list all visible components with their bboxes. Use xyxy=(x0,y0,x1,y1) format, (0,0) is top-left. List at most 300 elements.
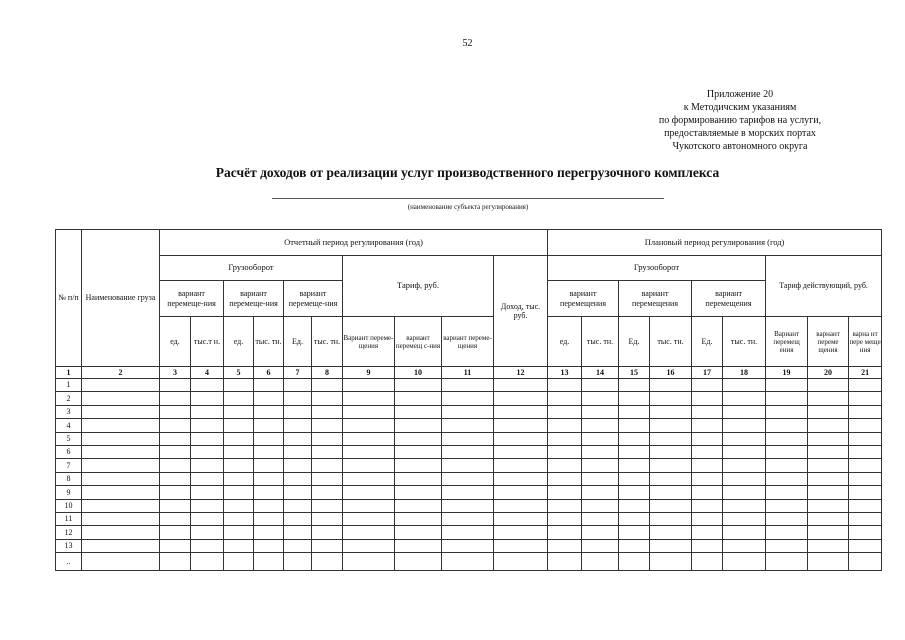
table-cell xyxy=(619,432,650,445)
header-planned-variant: вариант перемещения xyxy=(548,281,619,317)
table-cell xyxy=(692,539,723,552)
table-cell xyxy=(160,445,191,458)
table-cell xyxy=(312,432,343,445)
table-cell xyxy=(692,472,723,485)
table-cell xyxy=(442,499,494,512)
table-cell xyxy=(160,459,191,472)
row-number: 4 xyxy=(56,419,82,432)
table-cell xyxy=(82,459,160,472)
table-cell xyxy=(692,445,723,458)
table-cell xyxy=(82,379,160,392)
table-cell xyxy=(582,539,619,552)
table-cell xyxy=(395,539,442,552)
table-cell xyxy=(224,379,254,392)
table-cell xyxy=(284,486,312,499)
table-cell xyxy=(284,539,312,552)
table-cell xyxy=(395,459,442,472)
column-number: 20 xyxy=(808,367,849,379)
row-number: 11 xyxy=(56,512,82,525)
table-cell xyxy=(284,405,312,418)
table-cell xyxy=(284,472,312,485)
table-body xyxy=(56,379,882,571)
column-number: 19 xyxy=(766,367,808,379)
header-unit: тыс. тн. xyxy=(723,317,766,367)
table-cell xyxy=(494,553,548,571)
column-number: 7 xyxy=(284,367,312,379)
table-cell xyxy=(191,472,224,485)
table-cell xyxy=(395,472,442,485)
table-cell xyxy=(343,512,395,525)
income-table xyxy=(55,229,882,571)
table-cell xyxy=(395,553,442,571)
table-cell xyxy=(808,512,849,525)
table-cell xyxy=(808,486,849,499)
table-cell xyxy=(312,512,343,525)
table-row xyxy=(56,445,882,458)
table-cell xyxy=(619,512,650,525)
table-row xyxy=(56,432,882,445)
signature-caption: (наименование субъекта регулирования) xyxy=(407,203,529,211)
table-cell xyxy=(395,526,442,539)
table-cell xyxy=(548,405,582,418)
table-cell xyxy=(692,553,723,571)
table-cell xyxy=(343,499,395,512)
table-cell xyxy=(619,499,650,512)
table-cell xyxy=(343,379,395,392)
column-number: 1 xyxy=(56,367,82,379)
table-cell xyxy=(312,419,343,432)
table-cell xyxy=(619,419,650,432)
table-cell xyxy=(808,472,849,485)
table-cell xyxy=(723,445,766,458)
table-cell xyxy=(442,512,494,525)
table-cell xyxy=(343,526,395,539)
table-cell xyxy=(284,379,312,392)
table-cell xyxy=(224,472,254,485)
table-cell xyxy=(82,512,160,525)
table-cell xyxy=(650,419,692,432)
table-row xyxy=(56,539,882,552)
table-cell xyxy=(619,459,650,472)
table-cell xyxy=(312,526,343,539)
table-cell xyxy=(224,539,254,552)
column-number: 13 xyxy=(548,367,582,379)
table-cell xyxy=(160,419,191,432)
header-income: Доход, тыс. руб. xyxy=(494,256,548,367)
table-cell xyxy=(494,526,548,539)
table-cell xyxy=(312,486,343,499)
table-cell xyxy=(650,512,692,525)
column-number: 12 xyxy=(494,367,548,379)
table-cell xyxy=(692,499,723,512)
table-cell xyxy=(343,553,395,571)
table-cell xyxy=(548,432,582,445)
table-cell xyxy=(650,499,692,512)
table-cell xyxy=(284,512,312,525)
table-cell xyxy=(254,472,284,485)
table-cell xyxy=(582,512,619,525)
row-number: 5 xyxy=(56,432,82,445)
header-planned-period: Плановый период регулирования (год) xyxy=(548,230,882,256)
table-cell xyxy=(160,526,191,539)
table-cell xyxy=(494,539,548,552)
row-number: 2 xyxy=(56,392,82,405)
table-cell xyxy=(343,486,395,499)
table-cell xyxy=(395,432,442,445)
table-cell xyxy=(395,512,442,525)
header-unit: тыс. тн. xyxy=(582,317,619,367)
table-cell xyxy=(548,445,582,458)
signature-line xyxy=(272,198,664,199)
table-cell xyxy=(254,432,284,445)
table-cell xyxy=(442,445,494,458)
table-cell xyxy=(849,419,882,432)
table-cell xyxy=(582,526,619,539)
table-cell xyxy=(808,553,849,571)
appendix-line: к Методичским указаниям xyxy=(683,102,797,113)
table-row xyxy=(56,379,882,392)
table-cell xyxy=(548,459,582,472)
table-row xyxy=(56,392,882,405)
table-cell xyxy=(808,405,849,418)
table-cell xyxy=(723,539,766,552)
table-cell xyxy=(224,526,254,539)
table-cell xyxy=(82,526,160,539)
table-cell xyxy=(160,499,191,512)
table-cell xyxy=(766,392,808,405)
row-number: 8 xyxy=(56,472,82,485)
table-row xyxy=(56,472,882,485)
table-cell xyxy=(808,419,849,432)
table-cell xyxy=(766,459,808,472)
table-cell xyxy=(82,405,160,418)
table-cell xyxy=(191,432,224,445)
table-cell xyxy=(82,539,160,552)
table-cell xyxy=(619,486,650,499)
table-cell xyxy=(849,392,882,405)
table-cell xyxy=(650,459,692,472)
table-cell xyxy=(548,379,582,392)
table-cell xyxy=(82,499,160,512)
table-cell xyxy=(312,539,343,552)
table-cell xyxy=(548,499,582,512)
table-cell xyxy=(284,419,312,432)
table-cell xyxy=(224,392,254,405)
table-cell xyxy=(82,432,160,445)
table-cell xyxy=(494,472,548,485)
table-cell xyxy=(224,445,254,458)
column-number: 5 xyxy=(224,367,254,379)
column-number: 11 xyxy=(442,367,494,379)
table-row xyxy=(56,419,882,432)
table-cell xyxy=(849,405,882,418)
table-row xyxy=(56,553,882,571)
table-cell xyxy=(284,445,312,458)
header-unit: тыс. тн. xyxy=(312,317,343,367)
table-cell xyxy=(191,405,224,418)
table-cell xyxy=(160,539,191,552)
table-cell xyxy=(582,553,619,571)
table-cell xyxy=(312,553,343,571)
table-cell xyxy=(582,459,619,472)
table-cell xyxy=(494,486,548,499)
table-cell xyxy=(582,419,619,432)
table-cell xyxy=(284,392,312,405)
table-cell xyxy=(849,445,882,458)
table-cell xyxy=(650,432,692,445)
header-unit: Ед. xyxy=(284,317,312,367)
table-cell xyxy=(723,405,766,418)
header-unit: тыс.т н. xyxy=(191,317,224,367)
row-number: 12 xyxy=(56,526,82,539)
table-row xyxy=(56,526,882,539)
table-cell xyxy=(442,472,494,485)
table-cell xyxy=(191,379,224,392)
table-cell xyxy=(191,539,224,552)
table-cell xyxy=(191,445,224,458)
table-cell xyxy=(766,432,808,445)
table-cell xyxy=(766,512,808,525)
table-cell xyxy=(224,512,254,525)
table-cell xyxy=(254,392,284,405)
table-cell xyxy=(582,486,619,499)
table-cell xyxy=(619,405,650,418)
header-reporting-period: Отчетный период регулирования (год) xyxy=(160,230,548,256)
header-tariff-variant: Вариант переме-щения xyxy=(343,317,395,367)
table-cell xyxy=(254,379,284,392)
header-tariff-variant: варна нт пере меще ния xyxy=(849,317,882,367)
table-cell xyxy=(82,472,160,485)
table-cell xyxy=(619,445,650,458)
table-cell xyxy=(254,459,284,472)
table-cell xyxy=(766,526,808,539)
table-cell xyxy=(224,432,254,445)
header-reporting-variant: вариант перемеще-ния xyxy=(160,281,224,317)
table-cell xyxy=(808,499,849,512)
table-cell xyxy=(723,419,766,432)
table-cell xyxy=(650,472,692,485)
header-tariff-variant: вариант перемещ с-ния xyxy=(395,317,442,367)
table-cell xyxy=(343,405,395,418)
appendix-line: по формированию тарифов на услуги, xyxy=(658,115,822,126)
table-cell xyxy=(254,526,284,539)
header-unit: ед. xyxy=(548,317,582,367)
table-cell xyxy=(312,379,343,392)
header-tariff-variant: вариант переме-щения xyxy=(442,317,494,367)
table-cell xyxy=(442,486,494,499)
table-cell xyxy=(494,419,548,432)
appendix-line: Приложение 20 xyxy=(706,89,774,100)
table-cell xyxy=(849,512,882,525)
table-cell xyxy=(692,419,723,432)
table-cell xyxy=(442,392,494,405)
page-number: 52 xyxy=(462,38,473,49)
table-cell xyxy=(766,445,808,458)
table-cell xyxy=(692,526,723,539)
table-cell xyxy=(254,486,284,499)
table-cell xyxy=(650,526,692,539)
table-cell xyxy=(343,539,395,552)
table-cell xyxy=(160,392,191,405)
appendix-note xyxy=(600,88,880,153)
table-cell xyxy=(849,499,882,512)
table-cell xyxy=(692,379,723,392)
table-cell xyxy=(254,405,284,418)
table-cell xyxy=(548,553,582,571)
appendix-line: Чукотского автономного округа xyxy=(672,141,808,152)
table-cell xyxy=(692,405,723,418)
table-cell xyxy=(849,379,882,392)
table-cell xyxy=(284,499,312,512)
header-current-tariff: Тариф действующий, руб. xyxy=(766,256,882,317)
table-cell xyxy=(160,486,191,499)
table-cell xyxy=(224,553,254,571)
column-number: 2 xyxy=(82,367,160,379)
table-cell xyxy=(224,486,254,499)
table-cell xyxy=(766,472,808,485)
table-cell xyxy=(582,499,619,512)
row-number: 9 xyxy=(56,486,82,499)
table-cell xyxy=(494,512,548,525)
column-number: 10 xyxy=(395,367,442,379)
table-cell xyxy=(650,392,692,405)
table-cell xyxy=(650,539,692,552)
table-cell xyxy=(312,405,343,418)
table-row xyxy=(56,405,882,418)
table-cell xyxy=(82,445,160,458)
header-reporting-variant: вариант перемеще-ния xyxy=(284,281,343,317)
table-cell xyxy=(548,486,582,499)
table-cell xyxy=(160,432,191,445)
column-number: 9 xyxy=(343,367,395,379)
table-cell xyxy=(619,526,650,539)
table-cell xyxy=(284,459,312,472)
header-unit: ед. xyxy=(160,317,191,367)
table-cell xyxy=(442,379,494,392)
table-cell xyxy=(548,512,582,525)
table-cell xyxy=(254,445,284,458)
table-cell xyxy=(766,499,808,512)
header-cargo-name: Наименование груза xyxy=(82,230,160,367)
table-cell xyxy=(395,419,442,432)
table-cell xyxy=(723,512,766,525)
table-cell xyxy=(395,499,442,512)
table-cell xyxy=(254,512,284,525)
table-cell xyxy=(191,459,224,472)
table-cell xyxy=(343,392,395,405)
header-unit: тыс. тн. xyxy=(650,317,692,367)
table-cell xyxy=(191,486,224,499)
table-cell xyxy=(650,445,692,458)
table-cell xyxy=(808,379,849,392)
table-cell xyxy=(494,379,548,392)
header-reporting-tariff: Тариф, руб. xyxy=(343,256,494,317)
table-cell xyxy=(766,539,808,552)
table-cell xyxy=(723,526,766,539)
table-cell xyxy=(442,419,494,432)
table-cell xyxy=(312,459,343,472)
table-cell xyxy=(849,459,882,472)
table-cell xyxy=(442,459,494,472)
header-unit: Ед. xyxy=(619,317,650,367)
table-cell xyxy=(254,499,284,512)
table-cell xyxy=(442,553,494,571)
table-cell xyxy=(692,459,723,472)
table-cell xyxy=(619,539,650,552)
table-cell xyxy=(343,472,395,485)
table-cell xyxy=(191,512,224,525)
column-number: 21 xyxy=(849,367,882,379)
table-cell xyxy=(650,553,692,571)
table-cell xyxy=(494,405,548,418)
table-cell xyxy=(191,499,224,512)
table-cell xyxy=(191,392,224,405)
header-tariff-variant: Вариант перемещ ения xyxy=(766,317,808,367)
table-cell xyxy=(312,472,343,485)
table-cell xyxy=(224,459,254,472)
table-cell xyxy=(808,392,849,405)
column-number: 17 xyxy=(692,367,723,379)
table-cell xyxy=(343,459,395,472)
table-cell xyxy=(808,539,849,552)
table-cell xyxy=(808,432,849,445)
table-cell xyxy=(224,499,254,512)
table-cell xyxy=(692,432,723,445)
table-cell xyxy=(343,445,395,458)
table-cell xyxy=(619,472,650,485)
table-cell xyxy=(395,392,442,405)
header-planned-variant: вариант перемещения xyxy=(692,281,766,317)
table-cell xyxy=(160,553,191,571)
column-number: 6 xyxy=(254,367,284,379)
table-cell xyxy=(723,379,766,392)
column-number: 8 xyxy=(312,367,343,379)
document-title: Расчёт доходов от реализации услуг производственного перегрузочного комплекса xyxy=(215,165,720,180)
table-cell xyxy=(312,499,343,512)
column-number: 14 xyxy=(582,367,619,379)
column-number-row xyxy=(56,367,882,379)
table-cell xyxy=(254,539,284,552)
table-cell xyxy=(82,392,160,405)
table-cell xyxy=(284,553,312,571)
column-number: 4 xyxy=(191,367,224,379)
table-cell xyxy=(395,379,442,392)
table-cell xyxy=(619,379,650,392)
table-cell xyxy=(723,472,766,485)
table-cell xyxy=(849,486,882,499)
table-cell xyxy=(312,392,343,405)
table-cell xyxy=(284,432,312,445)
header-planned-turnover: Грузооборот xyxy=(548,256,766,281)
row-number: 7 xyxy=(56,459,82,472)
table-cell xyxy=(254,553,284,571)
table-cell xyxy=(442,526,494,539)
table-cell xyxy=(692,392,723,405)
table-cell xyxy=(494,432,548,445)
table-cell xyxy=(849,553,882,571)
table-cell xyxy=(548,539,582,552)
table-cell xyxy=(494,499,548,512)
table-cell xyxy=(494,445,548,458)
row-number: .. xyxy=(56,553,82,571)
table-cell xyxy=(582,379,619,392)
table-cell xyxy=(548,419,582,432)
table-cell xyxy=(548,472,582,485)
table-cell xyxy=(343,419,395,432)
table-cell xyxy=(191,419,224,432)
column-number: 3 xyxy=(160,367,191,379)
table-cell xyxy=(191,526,224,539)
